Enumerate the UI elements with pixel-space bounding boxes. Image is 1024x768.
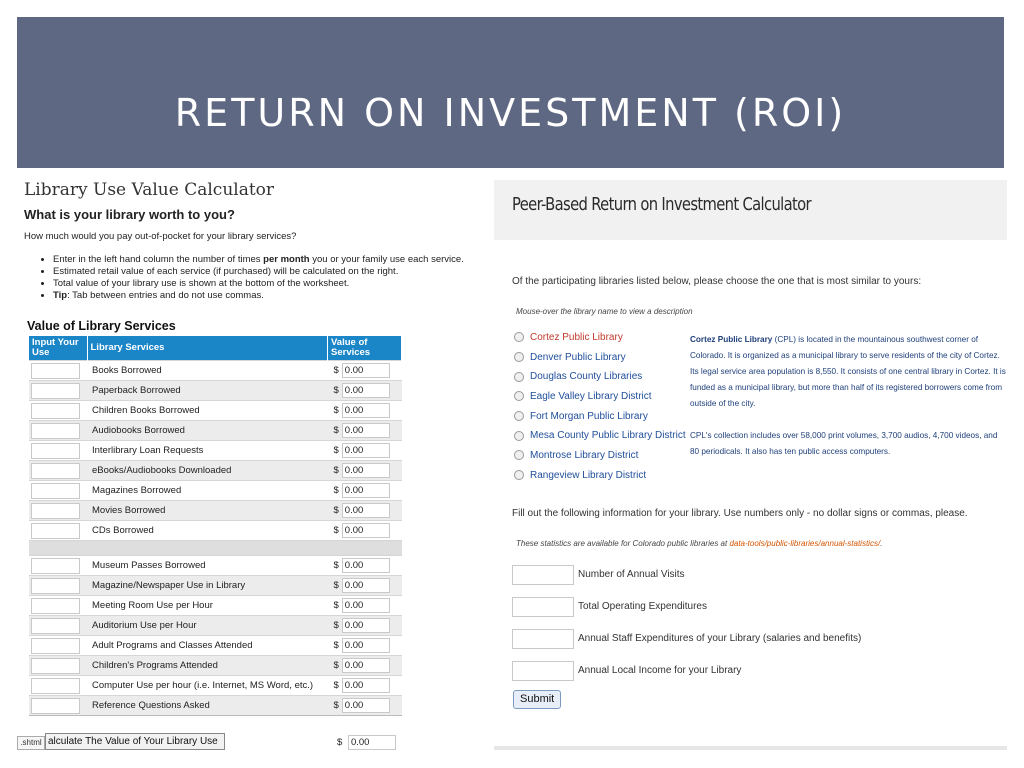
value-field: 0.00 <box>342 403 390 418</box>
table-row <box>29 556 402 576</box>
header-input-use: Input Your Use <box>29 336 87 361</box>
service-name: Magazines Borrowed <box>87 481 328 501</box>
radio-icon[interactable] <box>514 450 524 460</box>
use-cell <box>29 521 87 541</box>
roi-hint: Mouse-over the library name to view a description <box>516 307 693 316</box>
use-cell <box>29 676 87 696</box>
service-name: Adult Programs and Classes Attended <box>87 636 328 656</box>
service-name: CDs Borrowed <box>87 521 328 541</box>
library-description <box>690 332 1008 412</box>
value-field: 0.00 <box>342 618 390 633</box>
use-input[interactable] <box>31 503 80 519</box>
value-cell <box>328 576 402 596</box>
use-cell <box>29 441 87 461</box>
roi-footer-bar <box>494 746 1007 750</box>
currency-symbol: $ <box>333 425 339 437</box>
radio-icon[interactable] <box>514 411 524 421</box>
calculator-subtitle: What is your library worth to you? <box>24 207 235 222</box>
operating-expenditures-input[interactable] <box>512 597 574 617</box>
currency-symbol: $ <box>333 620 339 632</box>
library-name[interactable]: Rangeview Library District <box>530 469 647 481</box>
header-library-services: Library Services <box>87 336 328 361</box>
library-option[interactable] <box>514 352 684 372</box>
table-row <box>29 576 402 596</box>
library-name[interactable]: Denver Public Library <box>530 351 626 363</box>
use-cell <box>29 361 87 381</box>
radio-icon[interactable] <box>514 431 524 441</box>
value-cell <box>328 556 402 576</box>
value-cell <box>328 521 402 541</box>
service-name: eBooks/Audiobooks Downloaded <box>87 461 328 481</box>
value-cell <box>328 616 402 636</box>
value-cell <box>328 441 402 461</box>
slide-title: RETURN ON INVESTMENT (ROI) <box>174 91 847 135</box>
use-input[interactable] <box>31 558 80 574</box>
service-name: Auditorium Use per Hour <box>87 616 328 636</box>
currency-symbol: $ <box>333 700 339 712</box>
use-input[interactable] <box>31 698 80 714</box>
use-input[interactable] <box>31 363 80 379</box>
currency-symbol: $ <box>333 405 339 417</box>
local-income-label: Annual Local Income for your Library <box>578 665 742 676</box>
use-input[interactable] <box>31 403 80 419</box>
use-cell <box>29 696 87 716</box>
annual-visits-input[interactable] <box>512 565 574 585</box>
value-cell <box>328 481 402 501</box>
use-input[interactable] <box>31 463 80 479</box>
table-row <box>29 521 402 541</box>
library-collection-description: CPL's collection includes over 58,000 print volumes, 3,700 audios, 4,700 videos, and 80 periodicals. It also has ten public access computers. <box>690 431 998 456</box>
library-option[interactable] <box>514 332 684 352</box>
instruction-item: • Estimated retail value of each service (if purchased) will be calculated on the right. <box>53 266 495 278</box>
currency-symbol: $ <box>333 560 339 572</box>
value-cell <box>328 421 402 441</box>
separator-cell <box>29 541 402 556</box>
value-field: 0.00 <box>342 383 390 398</box>
library-name[interactable]: Montrose Library District <box>530 450 639 462</box>
currency-symbol: $ <box>337 737 343 749</box>
currency-symbol: $ <box>333 445 339 457</box>
value-cell <box>328 596 402 616</box>
total-value-field: 0.00 <box>348 735 396 750</box>
total-value <box>337 735 396 750</box>
table-row <box>29 461 402 481</box>
currency-symbol: $ <box>333 580 339 592</box>
currency-symbol: $ <box>333 680 339 692</box>
currency-symbol: $ <box>333 385 339 397</box>
table-end-divider <box>29 716 402 727</box>
use-cell <box>29 556 87 576</box>
service-name: Interlibrary Loan Requests <box>87 441 328 461</box>
statistics-note <box>516 539 882 548</box>
use-cell <box>29 381 87 401</box>
value-field: 0.00 <box>342 698 390 713</box>
use-cell <box>29 481 87 501</box>
header-value-of-services: Value of Services <box>328 336 402 361</box>
table-row <box>29 636 402 656</box>
library-name[interactable]: Cortez Public Library <box>530 332 623 343</box>
value-field: 0.00 <box>342 363 390 378</box>
value-field: 0.00 <box>342 483 390 498</box>
library-option[interactable] <box>514 391 684 411</box>
separator-cell <box>29 716 402 727</box>
value-field: 0.00 <box>342 578 390 593</box>
radio-icon[interactable] <box>514 332 524 342</box>
staff-expenditures-input[interactable] <box>512 629 574 649</box>
table-row <box>29 401 402 421</box>
value-cell <box>328 461 402 481</box>
roi-header <box>494 180 1007 240</box>
table-row <box>29 616 402 636</box>
table-row <box>29 696 402 716</box>
library-radio-list <box>514 332 684 490</box>
currency-symbol: $ <box>333 485 339 497</box>
use-cell <box>29 616 87 636</box>
title-banner <box>17 17 1004 168</box>
value-cell <box>328 676 402 696</box>
service-name: Paperback Borrowed <box>87 381 328 401</box>
operating-expenditures-label: Total Operating Expenditures <box>578 601 707 612</box>
use-input[interactable] <box>31 598 80 614</box>
value-field: 0.00 <box>342 443 390 458</box>
service-name: Books Borrowed <box>87 361 328 381</box>
table-row <box>29 501 402 521</box>
use-input[interactable] <box>31 383 80 399</box>
radio-icon[interactable] <box>514 470 524 480</box>
service-name: Audiobooks Borrowed <box>87 421 328 441</box>
library-name[interactable]: Fort Morgan Public Library <box>530 410 648 422</box>
instruction-item: • Enter in the left hand column the number of times per month you or your family use each service. <box>53 254 495 266</box>
value-field: 0.00 <box>342 638 390 653</box>
calculate-row <box>17 730 495 750</box>
peer-roi-calculator <box>494 180 1007 750</box>
submit-button[interactable]: Submit <box>513 690 561 709</box>
currency-symbol: $ <box>333 365 339 377</box>
roi-title: Peer-Based Return on Investment Calculator <box>512 194 811 215</box>
table-row <box>29 361 402 381</box>
value-cell <box>328 381 402 401</box>
library-option[interactable] <box>514 430 684 450</box>
value-field: 0.00 <box>342 523 390 538</box>
library-value-calculator <box>17 170 495 750</box>
library-option[interactable] <box>514 411 684 431</box>
table-row <box>29 676 402 696</box>
library-name[interactable]: Douglas County Libraries <box>530 371 643 383</box>
currency-symbol: $ <box>333 640 339 652</box>
use-cell <box>29 576 87 596</box>
library-option[interactable] <box>514 371 684 391</box>
use-input[interactable] <box>31 523 80 539</box>
statistics-link[interactable]: data-tools/public-libraries/annual-statistics/ <box>729 539 881 548</box>
instruction-item: • Total value of your library use is shown at the bottom of the worksheet. <box>53 278 495 290</box>
calculate-button[interactable]: alculate The Value of Your Library Use <box>45 733 225 750</box>
staff-expenditures-label: Annual Staff Expenditures of your Library (salaries and benefits) <box>578 633 862 644</box>
use-input[interactable] <box>31 618 80 634</box>
section-heading: Value of Library Services <box>27 319 176 333</box>
service-name: Meeting Room Use per Hour <box>87 596 328 616</box>
use-input[interactable] <box>31 638 80 654</box>
services-table-body <box>29 361 402 727</box>
use-input[interactable] <box>31 578 80 594</box>
shtml-tooltip: .shtml <box>17 736 45 750</box>
currency-symbol: $ <box>333 600 339 612</box>
currency-symbol: $ <box>333 465 339 477</box>
value-field: 0.00 <box>342 558 390 573</box>
use-cell <box>29 421 87 441</box>
radio-icon[interactable] <box>514 391 524 401</box>
service-name: Computer Use per hour (i.e. Internet, MS Word, etc.) <box>87 676 328 696</box>
library-name[interactable]: Eagle Valley Library District <box>530 391 652 403</box>
use-cell <box>29 656 87 676</box>
fill-instructions: Fill out the following information for your library. Use numbers only - no dollar signs or commas, please. <box>512 508 968 519</box>
library-option[interactable] <box>514 470 684 490</box>
value-cell <box>328 501 402 521</box>
use-cell <box>29 401 87 421</box>
value-field: 0.00 <box>342 598 390 613</box>
value-field: 0.00 <box>342 678 390 693</box>
description-text: (CPL) is located in the mountainous southwest corner of Colorado. It is organized as a municipal library to serve residents of the city of Cortez. Its legal service area population is 8,550. It consists of one central library in Cortez. It is funded as a municipal library, but more than half of its registered borrowers come from outside of the city. <box>690 335 1006 408</box>
use-input[interactable] <box>31 483 80 499</box>
services-table <box>29 336 402 726</box>
use-input[interactable] <box>31 423 80 439</box>
table-row <box>29 656 402 676</box>
use-input[interactable] <box>31 678 80 694</box>
service-name: Reference Questions Asked <box>87 696 328 716</box>
value-field: 0.00 <box>342 423 390 438</box>
use-cell <box>29 461 87 481</box>
instruction-item: • Tip: Tab between entries and do not use commas. <box>53 290 495 302</box>
service-name: Children's Programs Attended <box>87 656 328 676</box>
value-field: 0.00 <box>342 658 390 673</box>
use-cell <box>29 596 87 616</box>
use-cell <box>29 501 87 521</box>
note-suffix: . <box>880 539 883 548</box>
value-cell <box>328 656 402 676</box>
service-name: Movies Borrowed <box>87 501 328 521</box>
service-name: Museum Passes Borrowed <box>87 556 328 576</box>
table-row <box>29 596 402 616</box>
annual-visits-label: Number of Annual Visits <box>578 569 685 580</box>
use-input[interactable] <box>31 658 80 674</box>
value-cell <box>328 636 402 656</box>
value-cell <box>328 401 402 421</box>
currency-symbol: $ <box>333 660 339 672</box>
library-name[interactable]: Mesa County Public Library District <box>530 430 686 442</box>
calculator-intro: How much would you pay out-of-pocket for your library services? <box>24 231 297 242</box>
table-row <box>29 481 402 501</box>
currency-symbol: $ <box>333 505 339 517</box>
calculator-title: Library Use Value Calculator <box>24 180 275 200</box>
note-text: These statistics are available for Colorado public libraries at <box>516 539 730 548</box>
service-name: Magazine/Newspaper Use in Library <box>87 576 328 596</box>
table-row <box>29 381 402 401</box>
instructions-list <box>39 254 495 302</box>
value-cell <box>328 696 402 716</box>
description-library-name: Cortez Public Library <box>690 335 773 344</box>
group-separator <box>29 541 402 556</box>
radio-icon[interactable] <box>514 352 524 362</box>
radio-icon[interactable] <box>514 372 524 382</box>
use-cell <box>29 636 87 656</box>
library-option[interactable] <box>514 450 684 470</box>
value-field: 0.00 <box>342 503 390 518</box>
value-field: 0.00 <box>342 463 390 478</box>
roi-prompt: Of the participating libraries listed below, please choose the one that is most similar to yours: <box>512 276 922 287</box>
currency-symbol: $ <box>333 525 339 537</box>
table-row <box>29 441 402 461</box>
table-row <box>29 421 402 441</box>
use-input[interactable] <box>31 443 80 459</box>
service-name: Children Books Borrowed <box>87 401 328 421</box>
local-income-input[interactable] <box>512 661 574 681</box>
value-cell <box>328 361 402 381</box>
